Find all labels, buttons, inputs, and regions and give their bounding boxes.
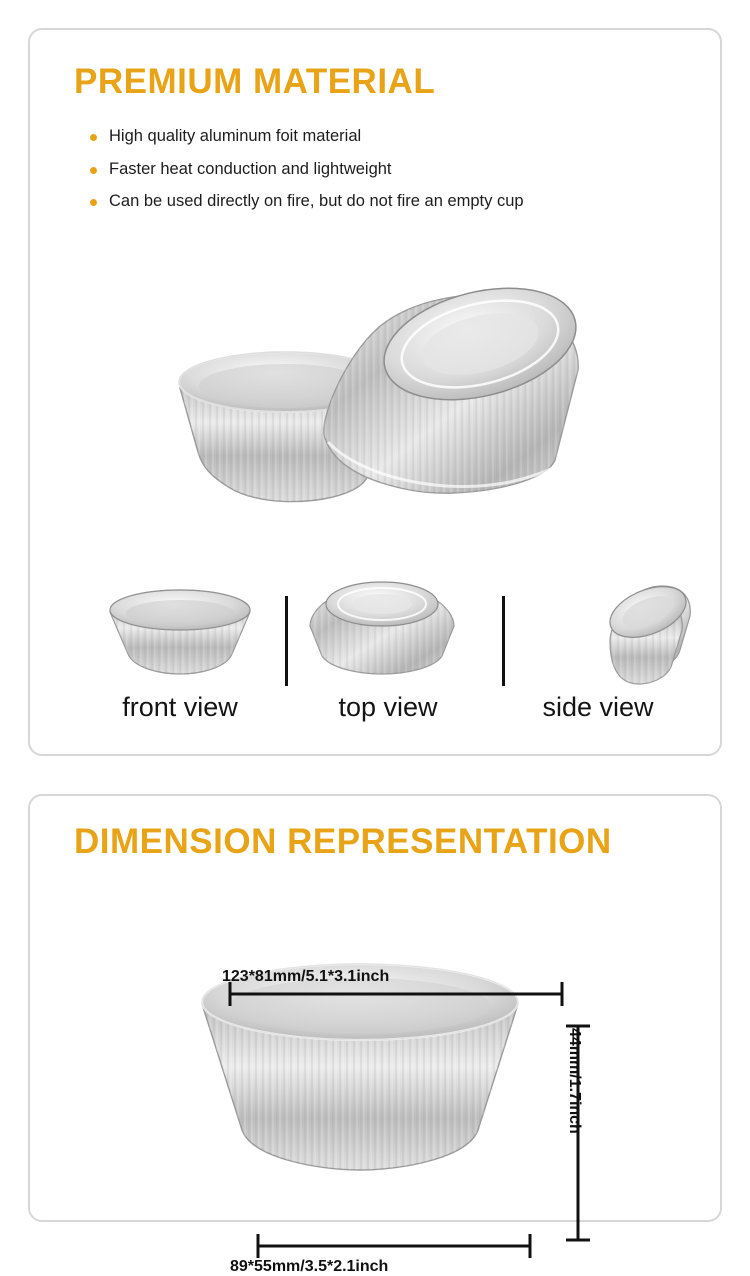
dimension-diagram xyxy=(30,876,724,1275)
view-label-side: side view xyxy=(542,692,654,722)
hero-product-image xyxy=(110,270,650,570)
bullet-text: Faster heat conduction and lightweight xyxy=(109,159,392,178)
list-item xyxy=(90,191,690,212)
bullet-text: Can be used directly on fire, but do not fire an empty cup xyxy=(109,192,524,211)
bullet-text: High quality aluminum foit material xyxy=(109,127,362,145)
dimension-line-bottom xyxy=(258,1234,530,1258)
dimension-label-top: 123*81mm/5.1*3.1inch xyxy=(222,968,390,985)
dimension-representation-panel xyxy=(28,794,722,1275)
foil-cup-inverted xyxy=(324,270,588,493)
view-front-image xyxy=(80,570,280,685)
bullet-dot-icon xyxy=(90,134,97,141)
list-item xyxy=(90,126,690,147)
bullet-dot-icon xyxy=(90,199,97,206)
premium-material-heading: PREMIUM MATERIAL xyxy=(74,62,436,101)
bullet-dot-icon xyxy=(90,167,97,174)
view-label-front: front view xyxy=(122,692,238,722)
dimension-label-bottom: 89*55mm/3.5*2.1inch xyxy=(230,1258,389,1275)
premium-material-panel xyxy=(28,28,722,756)
premium-material-bullet-list xyxy=(90,126,690,224)
dimension-representation-heading: DIMENSION REPRESENTATION xyxy=(74,822,612,861)
list-item xyxy=(90,159,690,180)
dimension-label-height: 44mm/1.7inch xyxy=(566,1028,583,1134)
view-top-image xyxy=(282,570,482,685)
product-views-row xyxy=(70,570,684,730)
view-label-top: top view xyxy=(338,692,438,722)
view-side-image xyxy=(490,570,690,685)
